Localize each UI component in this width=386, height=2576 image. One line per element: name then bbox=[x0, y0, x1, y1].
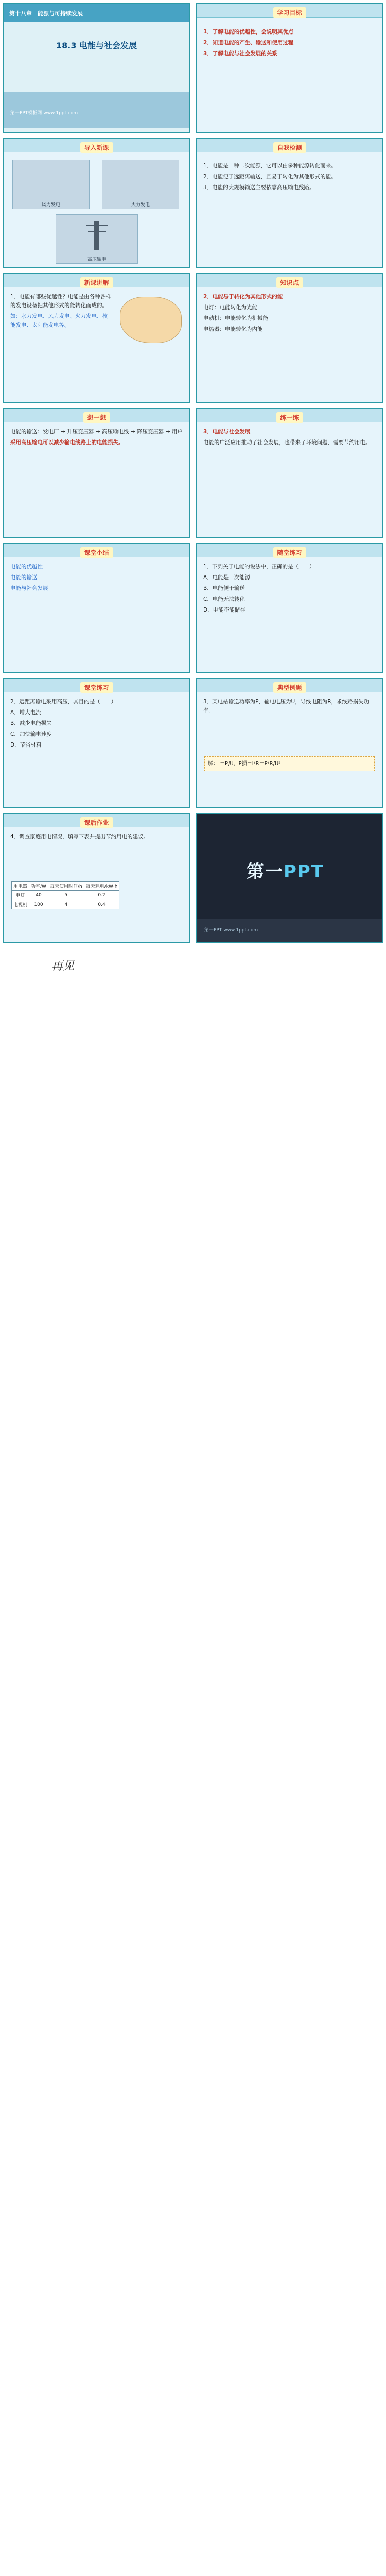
summary-item: 电能的优越性 bbox=[10, 564, 43, 570]
slide-tag: 课堂小结 bbox=[80, 547, 113, 558]
cover-slide[interactable] bbox=[3, 3, 190, 133]
transmission-photo bbox=[56, 214, 138, 264]
goal-item: 2．知道电能的产生、输送和使用过程 bbox=[203, 40, 294, 46]
summary-slide[interactable] bbox=[3, 543, 190, 673]
question-text: 3．某电站输送功率为P，输电电压为U，导线电阻为R，求线路损失功率。 bbox=[203, 699, 369, 714]
question-text: 4．调查家庭用电情况，填写下表并提出节约用电的建议。 bbox=[10, 834, 149, 840]
option[interactable]: C．电能无法转化 bbox=[203, 596, 245, 602]
slide-tag: 自我检测 bbox=[273, 142, 306, 153]
table-header-cell: 每天耗电/kW·h bbox=[84, 882, 119, 891]
lesson2-slide[interactable] bbox=[196, 273, 383, 403]
table-cell: 4 bbox=[48, 900, 84, 909]
slide-tag: 导入新课 bbox=[80, 142, 113, 153]
photo-caption: 火力发电 bbox=[131, 202, 150, 208]
goal-item: 1．了解电能的优越性，会说明其优点 bbox=[203, 29, 294, 35]
table-header-cell: 功率/W bbox=[29, 882, 48, 891]
lesson-text: 采用高压输电可以减少输电线路上的电能损失。 bbox=[10, 439, 124, 446]
known-item: 3．电能的大规模输送主要依靠高压输电线路。 bbox=[203, 184, 315, 191]
known-slide[interactable] bbox=[196, 138, 383, 268]
ppt-logo bbox=[247, 857, 324, 883]
option[interactable]: A．电能是一次能源 bbox=[203, 574, 251, 581]
option[interactable]: A．增大电流 bbox=[10, 709, 41, 716]
known-item: 1．电能是一种二次能源，它可以由多种能源转化而来。 bbox=[203, 163, 337, 169]
slide-tag: 新课讲解 bbox=[80, 277, 113, 288]
slide-tag: 知识点 bbox=[276, 277, 303, 288]
lesson-title: 18.3 电能与社会发展 bbox=[56, 41, 137, 50]
exercise1-slide[interactable] bbox=[196, 543, 383, 673]
goal-item: 3．了解电能与社会发展的关系 bbox=[203, 50, 277, 57]
slide-tag: 课堂练习 bbox=[80, 682, 113, 693]
option[interactable]: D．节省材料 bbox=[10, 742, 42, 748]
slide-tag: 学习目标 bbox=[273, 7, 306, 18]
option[interactable]: B．电能便于输送 bbox=[203, 585, 245, 591]
slide-tag: 典型例题 bbox=[273, 682, 306, 693]
lesson4-slide[interactable] bbox=[196, 408, 383, 538]
option[interactable]: B．减少电能损失 bbox=[10, 720, 52, 726]
question-text: 2．远距离输电采用高压，其目的是（ ） bbox=[10, 699, 117, 705]
table-cell: 0.2 bbox=[84, 891, 119, 900]
ppt-end-slide[interactable] bbox=[196, 813, 383, 943]
option[interactable]: C．加快输电速度 bbox=[10, 731, 52, 737]
table-cell: 100 bbox=[29, 900, 48, 909]
lesson-text: 1．电能有哪些优越性？电能是由各种各样的发电设备把其他形式的能转化而成的。 bbox=[10, 294, 111, 309]
closing-signature: 再见 bbox=[51, 960, 75, 973]
logo-text-2: PPT bbox=[284, 861, 325, 882]
intro-slide[interactable] bbox=[3, 138, 190, 268]
ppt-footer bbox=[197, 919, 382, 942]
chapter-title: 第十八章 能源与可持续发展 bbox=[9, 10, 83, 17]
goals-slide[interactable] bbox=[196, 3, 383, 133]
lesson1-slide[interactable] bbox=[3, 273, 190, 403]
lesson-item: 电灯：电能转化为光能 bbox=[203, 304, 257, 311]
known-item: 2．电能便于远距离输送，且易于转化为其他形式的能。 bbox=[203, 174, 337, 180]
thermal-power-photo bbox=[102, 160, 179, 209]
lesson3-slide[interactable] bbox=[3, 408, 190, 538]
lesson-text: 2．电能易于转化为其他形式的能 bbox=[203, 294, 283, 300]
slide-tag: 随堂练习 bbox=[273, 547, 306, 558]
exercise3-slide[interactable] bbox=[196, 678, 383, 808]
table-cell: 电视机 bbox=[12, 900, 29, 909]
answer-box: 解：I＝P/U，P损＝I²R＝P²R/U² bbox=[204, 756, 375, 771]
lesson-item: 电动机：电能转化为机械能 bbox=[203, 315, 268, 321]
lesson-text: 3．电能与社会发展 bbox=[203, 429, 251, 435]
option[interactable]: D．电能不能储存 bbox=[203, 607, 245, 613]
question-text: 1．下列关于电能的说法中，正确的是（ ） bbox=[203, 564, 315, 570]
lesson-text: 电能的广泛应用推动了社会发展，也带来了环境问题，需要节约用电。 bbox=[203, 439, 371, 446]
lesson-text: 如：水力发电、风力发电、火力发电、核能发电、太阳能发电等。 bbox=[10, 313, 108, 328]
table-header-cell: 用电器 bbox=[12, 882, 29, 891]
exercise2-slide[interactable] bbox=[3, 678, 190, 808]
china-map-image bbox=[120, 297, 182, 343]
slide-tag: 课后作业 bbox=[80, 817, 113, 828]
logo-text-1: 第一 bbox=[247, 861, 284, 882]
table-cell: 0.4 bbox=[84, 900, 119, 909]
slide-tag: 想一想 bbox=[83, 412, 110, 423]
photo-caption: 风力发电 bbox=[41, 202, 60, 208]
usage-table bbox=[11, 881, 119, 909]
table-cell: 电灯 bbox=[12, 891, 29, 900]
tower-icon bbox=[94, 221, 99, 250]
summary-item: 电能与社会发展 bbox=[10, 585, 48, 591]
slide-tag: 练一练 bbox=[276, 412, 303, 423]
table-cell: 5 bbox=[48, 891, 84, 900]
lesson-item: 电热器：电能转化为内能 bbox=[203, 326, 263, 332]
summary-item: 电能的输送 bbox=[10, 574, 38, 581]
table-header-cell: 每天使用时间/h bbox=[48, 882, 84, 891]
cover-subtitle: 第一PPT模板网 www.1ppt.com bbox=[10, 111, 78, 116]
table-cell: 40 bbox=[29, 891, 48, 900]
exercise4-slide[interactable] bbox=[3, 813, 190, 943]
lesson-text: 电能的输送：发电厂 → 升压变压器 → 高压输电线 → 降压变压器 → 用户 bbox=[10, 429, 183, 435]
photo-caption: 高压输电 bbox=[87, 257, 106, 262]
wind-power-photo bbox=[12, 160, 90, 209]
footer-text: 第一PPT www.1ppt.com bbox=[204, 928, 258, 933]
